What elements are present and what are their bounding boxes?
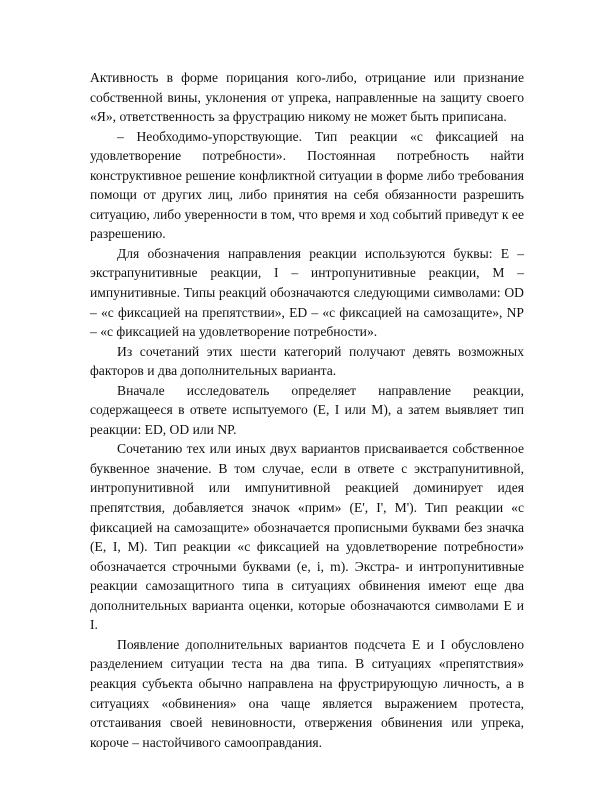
paragraph-additional-variants: Появление дополнительных вариантов подсчета E и I обусловлено разделением ситуации теста на два типа. В ситуациях «препятствия» реакция субъекта обычно направлена на фрустрирующую личность, а в ситуациях «обвинения» она чаще является выражением протеста, отстаивания своей невиновности, отвержения обвинения или упрека, короче – настойчивого самооправдания.: [90, 636, 524, 750]
paragraph-combinations: Из сочетаний этих шести категорий получают девять возможных факторов и два дополнительных варианта.: [90, 343, 524, 379]
paragraph-activity-continuation: Активность в форме порицания кого-либо, отрицание или признание собственной вины, уклонения от упрека, направленные на защиту своего «Я», ответственность за фрустрацию никому не может быть приписана.: [90, 70, 524, 125]
paragraph-procedure: Вначале исследователь определяет направление реакции, содержащееся в ответе испытуемого (E, I или M), а затем выявляет тип реакции: ED, OD или NP.: [90, 382, 524, 437]
paragraph-letter-designations: Для обозначения направления реакции используются буквы: E – экстрапунитивные реакции, I – интропунитивные реакции, M – импунитивные. Типы реакций обозначаются следующими символами: OD – «с фиксацией на препятствии», ED – «с фиксацией на самозащите», NP – «с фиксацией на удовлетворение потребности».: [90, 245, 524, 340]
paragraph-letter-values: Сочетанию тех или иных двух вариантов присваивается собственное буквенное значение. В том случае, если в ответе с экстрапунитивной, интропунитивной или импунитивной реакцией доминирует идея препятствия, добавляется значок «прим» (E', I', M'). Тип реакции «с фиксацией на самозащите» обозначается прописными буквами без значка (E, I, M). Тип реакции «с фиксацией на удовлетворение потребности» обозначается строчными буквами (e, i, m). Экстра- и интропунитивные реакции самозащитного типа в ситуациях обвинения имеют еще два дополнительных варианта оценки, которые обозначаются символами E и I.: [90, 441, 524, 633]
document-page: [90, 68, 524, 752]
paragraph-need-persistent: – Необходимо-упорствующие. Тип реакции «с фиксацией на удовлетворение потребности». Постоянная потребность найти конструктивное решение конфликтной ситуации в форме либо требования помощи от других лиц, либо принятия на себя обязанности разрешить ситуацию, либо уверенности в том, что время и ход событий приведут к ее разрешению.: [90, 128, 524, 242]
